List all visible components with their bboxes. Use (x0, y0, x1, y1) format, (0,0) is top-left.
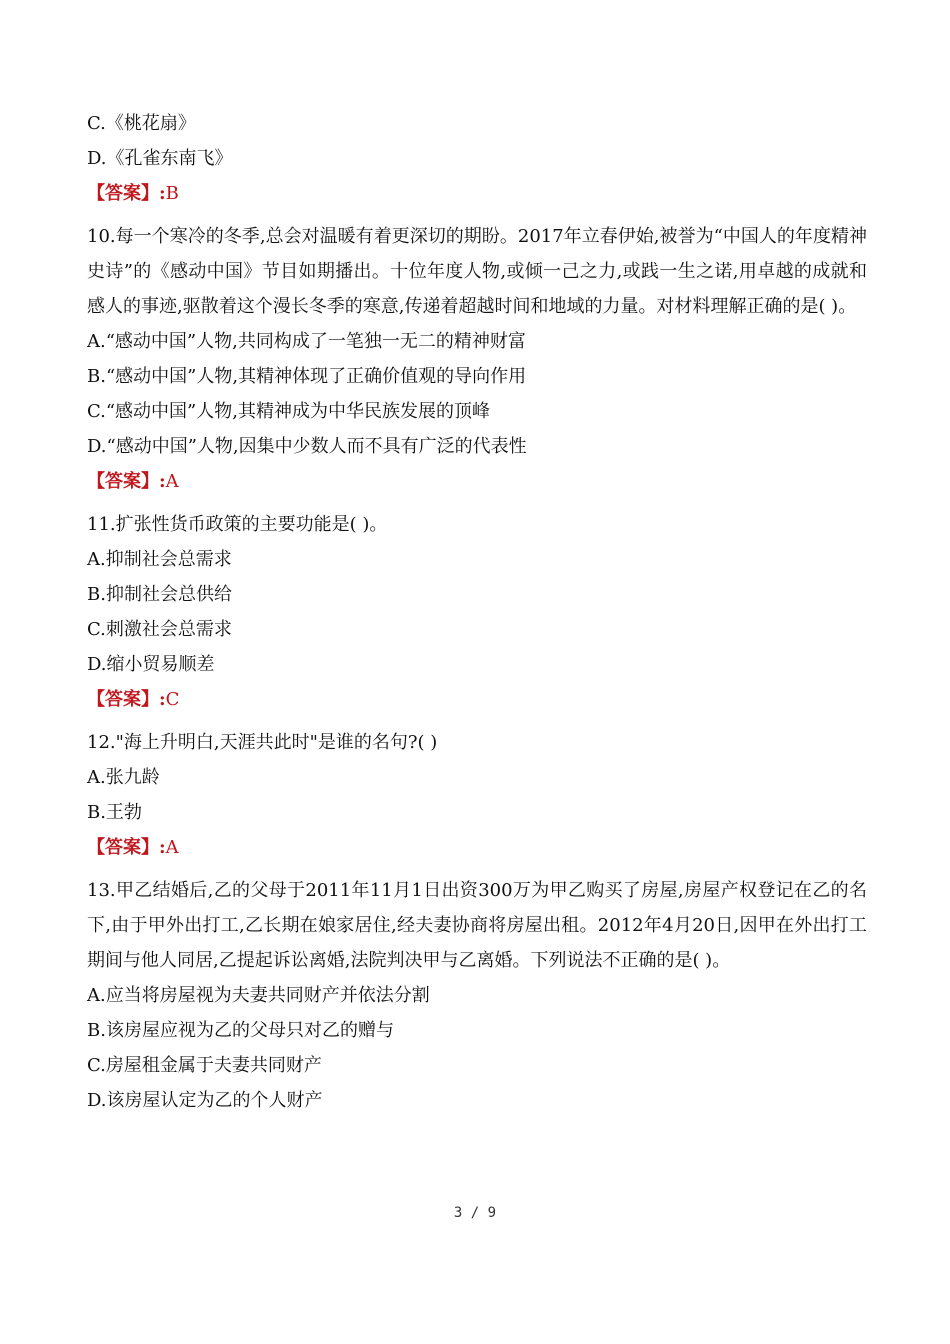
q13-stem: 13.甲乙结婚后,乙的父母于2011年11月1日出资300万为甲乙购买了房屋,房屋产权登记在乙的名下,由于甲外出打工,乙长期在娘家居住,经夫妻协商将房屋出租。2012年4月20日,因甲在外出打工期间与他人同居,乙提起诉讼离婚,法院判决甲与乙离婚。下列说法不正确的是( )。 (87, 880, 867, 971)
q12-stem: 12."海上升明白,天涯共此时"是谁的名句?( ) (87, 732, 438, 753)
q9-answer (87, 176, 867, 211)
q10-option-c: C.“感动中国”人物,其精神成为中华民族发展的顶峰 (87, 401, 490, 422)
q10-option-a: A.“感动中国”人物,共同构成了一笔独一无二的精神财富 (87, 331, 526, 352)
q13-option-c: C.房屋租金属于夫妻共同财产 (87, 1055, 322, 1076)
page-number: 3 / 9 (453, 1205, 497, 1221)
answer-value: C (165, 689, 180, 710)
answer-label: 【答案】: (87, 689, 166, 710)
answer-label: 【答案】: (87, 471, 166, 492)
answer-value: A (165, 471, 179, 492)
q10-answer (87, 464, 867, 499)
q12-answer (87, 830, 867, 865)
q13-option-a: A.应当将房屋视为夫妻共同财产并依法分割 (87, 985, 430, 1006)
q10-option-b: B.“感动中国”人物,其精神体现了正确价值观的导向作用 (87, 366, 527, 387)
q11-option-b: B.抑制社会总供给 (87, 584, 232, 605)
document-body (87, 106, 867, 1118)
answer-value: B (165, 183, 179, 204)
q11-option-c: C.刺激社会总需求 (87, 619, 232, 640)
q9-option-d: D.《孔雀东南飞》 (87, 148, 233, 169)
q11-stem: 11.扩张性货币政策的主要功能是( )。 (87, 514, 388, 535)
answer-label: 【答案】: (87, 837, 166, 858)
q11-option-d: D.缩小贸易顺差 (87, 654, 215, 675)
q11-option-a: A.抑制社会总需求 (87, 549, 232, 570)
q12-option-a: A.张九龄 (87, 767, 160, 788)
q10-stem: 10.每一个寒冷的冬季,总会对温暖有着更深切的期盼。2017年立春伊始,被誉为“中国人的年度精神史诗”的《感动中国》节目如期播出。十位年度人物,或倾一己之力,或践一生之诺,用卓越的成就和感人的事迹,驱散着这个漫长冬季的寒意,传递着超越时间和地域的力量。对材料理解正确的是( )。 (87, 226, 867, 317)
q9-option-c: C.《桃花扇》 (87, 113, 196, 134)
q10-option-d: D.“感动中国”人物,因集中少数人而不具有广泛的代表性 (87, 436, 527, 457)
q11-answer (87, 682, 867, 717)
q13-option-d: D.该房屋认定为乙的个人财产 (87, 1090, 323, 1111)
answer-value: A (165, 837, 179, 858)
q13-option-b: B.该房屋应视为乙的父母只对乙的赠与 (87, 1020, 394, 1041)
q12-option-b: B.王勃 (87, 802, 142, 823)
answer-label: 【答案】: (87, 183, 166, 204)
